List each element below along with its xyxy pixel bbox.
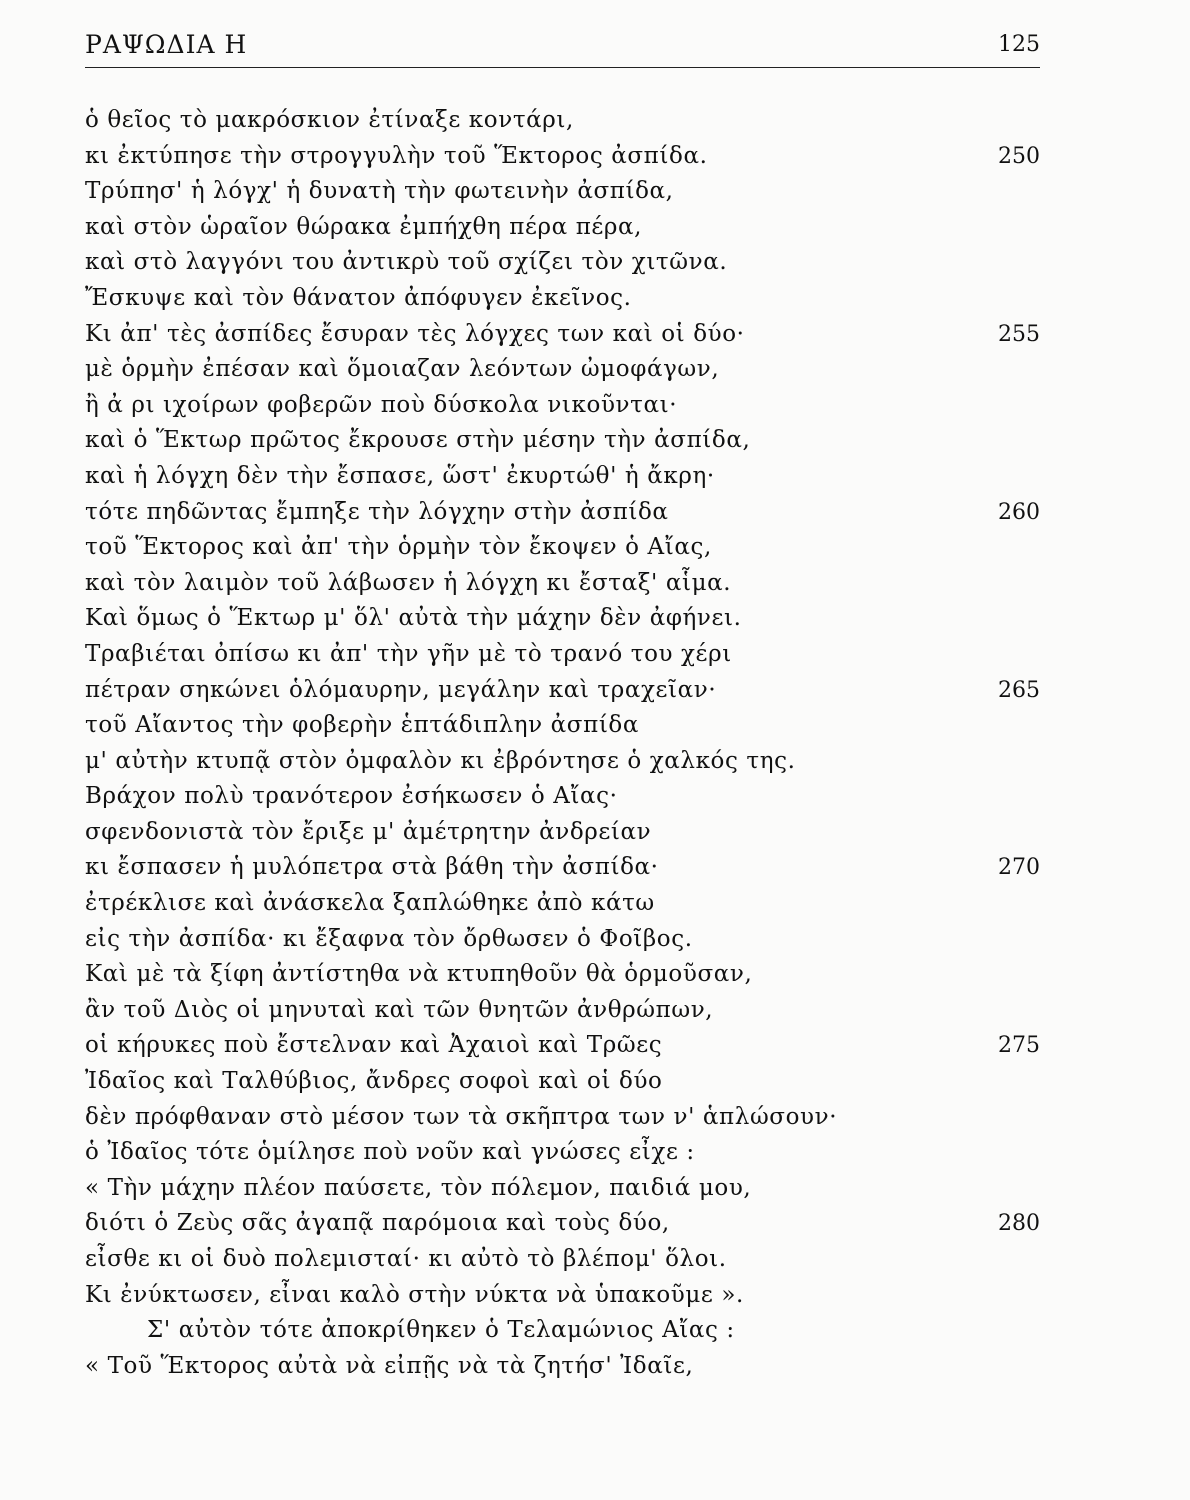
verse-line	[85, 1349, 1040, 1385]
verse-text: εἶσθε κι οἱ δυὸ πολεμισταί· κι αὐτὸ τὸ βλέπομ' ὅλοι.	[85, 1246, 727, 1272]
verse-line	[85, 922, 1040, 958]
verse-line	[85, 637, 1040, 673]
verse-line	[85, 1242, 1040, 1278]
verse-text: καὶ τὸν λαιμὸν τοῦ λάβωσεν ἡ λόγχη κι ἔσταξ' αἷμα.	[85, 569, 732, 596]
verse-line	[85, 779, 1040, 815]
verse-text: ἂν τοῦ Διὸς οἱ μηνυταὶ καὶ τῶν θνητῶν ἀνθρώπων,	[85, 996, 714, 1023]
verse-text: πέτραν σηκώνει ὁλόμαυρην, μεγάλην καὶ τραχεῖαν·	[85, 676, 717, 703]
verse-text: καὶ στὸ λαγγόνι του ἀντικρὺ τοῦ σχίζει τὸν χιτῶνα.	[85, 249, 728, 276]
verse-line	[85, 139, 1040, 175]
verse-text: Κι ἀπ' τὲς ἀσπίδες ἔσυραν τὲς λόγχες των καὶ οἱ δύο·	[85, 320, 745, 347]
verse-text: καὶ ὁ Ἕκτωρ πρῶτος ἔκρουσε στὴν μέσην τὴν ἀσπίδα,	[85, 427, 751, 454]
verse-line	[85, 352, 1040, 388]
verse-text: « Τὴν μάχην πλέον παύσετε, τὸν πόλεμον, παιδιά μου,	[85, 1174, 752, 1201]
verse-text: εἰς τὴν ἀσπίδα· κι ἔξαφνα τὸν ὄρθωσεν ὁ Φοῖβος.	[85, 925, 693, 952]
verse-number: 270	[998, 855, 1040, 881]
verse-line	[85, 886, 1040, 922]
verse-text: « Τοῦ Ἕκτορος αὐτὰ νὰ εἰπῇς νὰ τὰ ζητήσ' Ἰδαῖε,	[85, 1352, 694, 1379]
verse-line	[85, 744, 1040, 780]
verse-line	[85, 1206, 1040, 1242]
verse-line	[85, 1064, 1040, 1100]
verse-line	[85, 993, 1040, 1029]
verse-line	[85, 1135, 1040, 1171]
verse-text: ὁ Ἰδαῖος τότε ὁμίλησε ποὺ νοῦν καὶ γνώσες εἶχε :	[85, 1139, 695, 1166]
verse-number: 265	[998, 677, 1040, 703]
verse-line	[85, 174, 1040, 210]
verse-text: Τραβιέται ὀπίσω κι ἀπ' τὴν γῆν μὲ τὸ τρανό του χέρι	[85, 640, 732, 667]
verse-line	[85, 317, 1040, 353]
verse-text: Καὶ ὅμως ὁ Ἕκτωρ μ' ὅλ' αὐτὰ τὴν μάχην δὲν ἀφήνει.	[85, 605, 742, 632]
verse-line	[85, 281, 1040, 317]
verse-line	[85, 673, 1040, 709]
verse-text: κι ἐκτύπησε τὴν στρογγυλὴν τοῦ Ἕκτορος ἀσπίδα.	[85, 142, 708, 169]
verse-text: Καὶ μὲ τὰ ξίφη ἀντίστηθα νὰ κτυπηθοῦν θὰ ὁρμοῦσαν,	[85, 961, 753, 988]
verse-line	[85, 850, 1040, 886]
verse-line	[85, 601, 1040, 637]
verse-line	[85, 1313, 1040, 1349]
verse-text: καὶ στὸν ὡραῖον θώρακα ἐμπήχθη πέρα πέρα,	[85, 213, 643, 240]
verse-text: σφενδονιστὰ τὸν ἔριξε μ' ἀμέτρητην ἀνδρείαν	[85, 818, 652, 845]
verse-number: 280	[998, 1211, 1040, 1237]
verse-text: κι ἔσπασεν ἡ μυλόπετρα στὰ βάθη τὴν ἀσπίδα·	[85, 854, 659, 881]
verse-number: 255	[998, 321, 1040, 347]
verse-line	[85, 530, 1040, 566]
verse-text: Βράχον πολὺ τρανότερον ἐσήκωσεν ὁ Αἴας·	[85, 783, 618, 810]
verse-text: διότι ὁ Ζεὺς σᾶς ἀγαπᾷ παρόμοια καὶ τοὺς δύο,	[85, 1210, 670, 1237]
verse-number: 275	[998, 1033, 1040, 1059]
verse-line	[85, 1028, 1040, 1064]
verse-line	[85, 1100, 1040, 1136]
verse-line	[85, 957, 1040, 993]
verse-text: ἢ ἀ ρι ιχοίρων φοβερῶν ποὺ δύσκολα νικοῦνται·	[85, 391, 678, 418]
verse-line	[85, 388, 1040, 424]
verse-text: Ἰδαῖος καὶ Ταλθύβιος, ἄνδρες σοφοὶ καὶ οἱ δύο	[85, 1068, 663, 1095]
verse-line	[85, 459, 1040, 495]
verse-text: καὶ ἡ λόγχη δὲν τὴν ἔσπασε, ὥστ' ἐκυρτώθ' ἡ ἄκρη·	[85, 462, 715, 489]
verse-text: δὲν πρόφθαναν στὸ μέσον των τὰ σκῆπτρα των ν' ἁπλώσουν·	[85, 1103, 838, 1130]
page-header	[85, 30, 1040, 64]
verse-text: μὲ ὁρμὴν ἐπέσαν καὶ ὅμοιαζαν λεόντων ὠμοφάγων,	[85, 356, 720, 383]
verse-line	[85, 566, 1040, 602]
verse-line	[85, 210, 1040, 246]
verse-text: μ' αὐτὴν κτυπᾷ στὸν ὀμφαλὸν κι ἐβρόντησε ὁ χαλκός της.	[85, 747, 796, 774]
running-title: ΡΑΨΩΔΙΑ Η	[85, 30, 248, 59]
verse-number: 250	[998, 143, 1040, 169]
page-number: 125	[998, 32, 1040, 57]
header-rule	[85, 67, 1040, 68]
verse-number: 260	[998, 499, 1040, 525]
verse-line	[85, 245, 1040, 281]
verse-text: οἱ κήρυκες ποὺ ἔστελναν καὶ Ἀχαιοὶ καὶ Τρῶες	[85, 1032, 663, 1059]
verse-line	[85, 708, 1040, 744]
verse-text: Σ' αὐτὸν τότε ἀποκρίθηκεν ὁ Τελαμώνιος Αἴας :	[147, 1317, 735, 1344]
verse-block	[85, 103, 1040, 1384]
verse-text: Τρύπησ' ἡ λόγχ' ἡ δυνατὴ τὴν φωτεινὴν ἀσπίδα,	[85, 178, 674, 205]
verse-line	[85, 815, 1040, 851]
verse-line	[85, 103, 1040, 139]
verse-text: ἐτρέκλισε καὶ ἀνάσκελα ξαπλώθηκε ἀπὸ κάτω	[85, 890, 655, 917]
verse-text: ὁ θεῖος τὸ μακρόσκιον ἐτίναξε κοντάρι,	[85, 107, 574, 133]
verse-text: Ἔσκυψε καὶ τὸν θάνατον ἀπόφυγεν ἐκεῖνος.	[85, 284, 632, 311]
verse-text: τότε πηδῶντας ἔμπηξε τὴν λόγχην στὴν ἀσπίδα	[85, 498, 669, 525]
verse-line	[85, 495, 1040, 531]
verse-text: τοῦ Ἕκτορος καὶ ἀπ' τὴν ὁρμὴν τὸν ἔκοψεν ὁ Αἴας,	[85, 534, 712, 561]
verse-line	[85, 1171, 1040, 1207]
verse-text: Κι ἐνύκτωσεν, εἶναι καλὸ στὴν νύκτα νὰ ὑπακοῦμε ».	[85, 1281, 744, 1308]
verse-line	[85, 1278, 1040, 1314]
verse-line	[85, 423, 1040, 459]
verse-text: τοῦ Αἴαντος τὴν φοβερὴν ἑπτάδιπλην ἀσπίδα	[85, 712, 640, 739]
